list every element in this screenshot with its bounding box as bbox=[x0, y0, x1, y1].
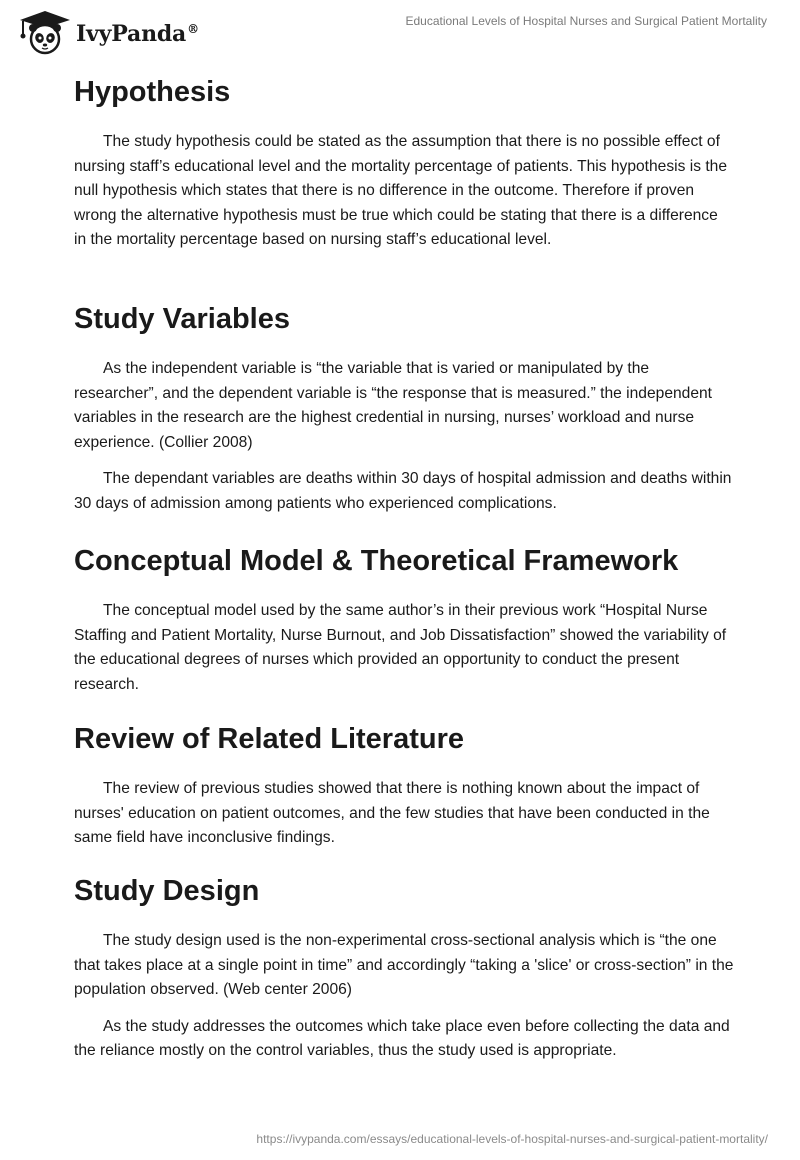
panda-graduate-icon bbox=[14, 8, 72, 56]
section-heading: Conceptual Model & Theoretical Framework bbox=[74, 545, 679, 577]
paragraph: The dependant variables are deaths within 30 days of hospital admission and deaths within 30 days of admission among patients who experienced complications. bbox=[74, 470, 732, 512]
paragraph: The study design used is the non-experimental cross-sectional analysis which is “the one that takes place at a single point in time” and accordingly “taking a 'slice' or cross-section” in the population observed. (Web center 2006) bbox=[74, 932, 734, 999]
paragraph: The review of previous studies showed that there is nothing known about the impact of nurses' education on patient outcomes, and the few studies that have been conducted in the same field have inconclusive findings. bbox=[74, 780, 710, 847]
section-literature-review bbox=[74, 719, 734, 863]
brand-logo[interactable] bbox=[14, 8, 199, 56]
section-study-design bbox=[74, 871, 734, 1076]
source-url[interactable]: https://ivypanda.com/essays/educational-levels-of-hospital-nurses-and-surgical-patient-mortality/ bbox=[256, 1132, 768, 1146]
document-title: Educational Levels of Hospital Nurses and Surgical Patient Mortality bbox=[405, 14, 767, 28]
paragraph: As the independent variable is “the variable that is varied or manipulated by the researcher”, and the dependent variable is “the response that is measured.” the independent variables in the research are the highest credential in nursing, nurses’ workload and nurse experience. (Collier 2008) bbox=[74, 360, 713, 451]
section-heading: Review of Related Literature bbox=[74, 723, 464, 755]
section-study-variables bbox=[74, 299, 734, 529]
paragraph: The conceptual model used by the same author’s in their previous work “Hospital Nurse Staffing and Patient Mortality, Nurse Burnout, and Job Dissatisfaction” showed the variability of the educational degrees of nurses which provided an opportunity to conduct the present research. bbox=[74, 602, 727, 693]
section-conceptual-model bbox=[74, 541, 734, 709]
page-header bbox=[0, 0, 800, 60]
section-heading: Study Variables bbox=[74, 303, 290, 335]
section-hypothesis bbox=[74, 72, 734, 265]
section-heading: Hypothesis bbox=[74, 76, 231, 108]
paragraph: The study hypothesis could be stated as the assumption that there is no possible effect of nursing staff’s educational level and the mortality percentage of patients. This hypothesis is the null hypothesis which states that there is no difference in the outcome. Therefore if proven wrong the alternative hypothesis must be true which could be stating that there is a difference in the mortality percentage based on nursing staff’s educational level. bbox=[74, 133, 728, 249]
paragraph: As the study addresses the outcomes which take place even before collecting the data and the reliance mostly on the control variables, thus the study used is appropriate. bbox=[74, 1017, 730, 1060]
section-heading: Study Design bbox=[74, 875, 260, 907]
brand-name: IvyPanda® bbox=[76, 21, 199, 47]
